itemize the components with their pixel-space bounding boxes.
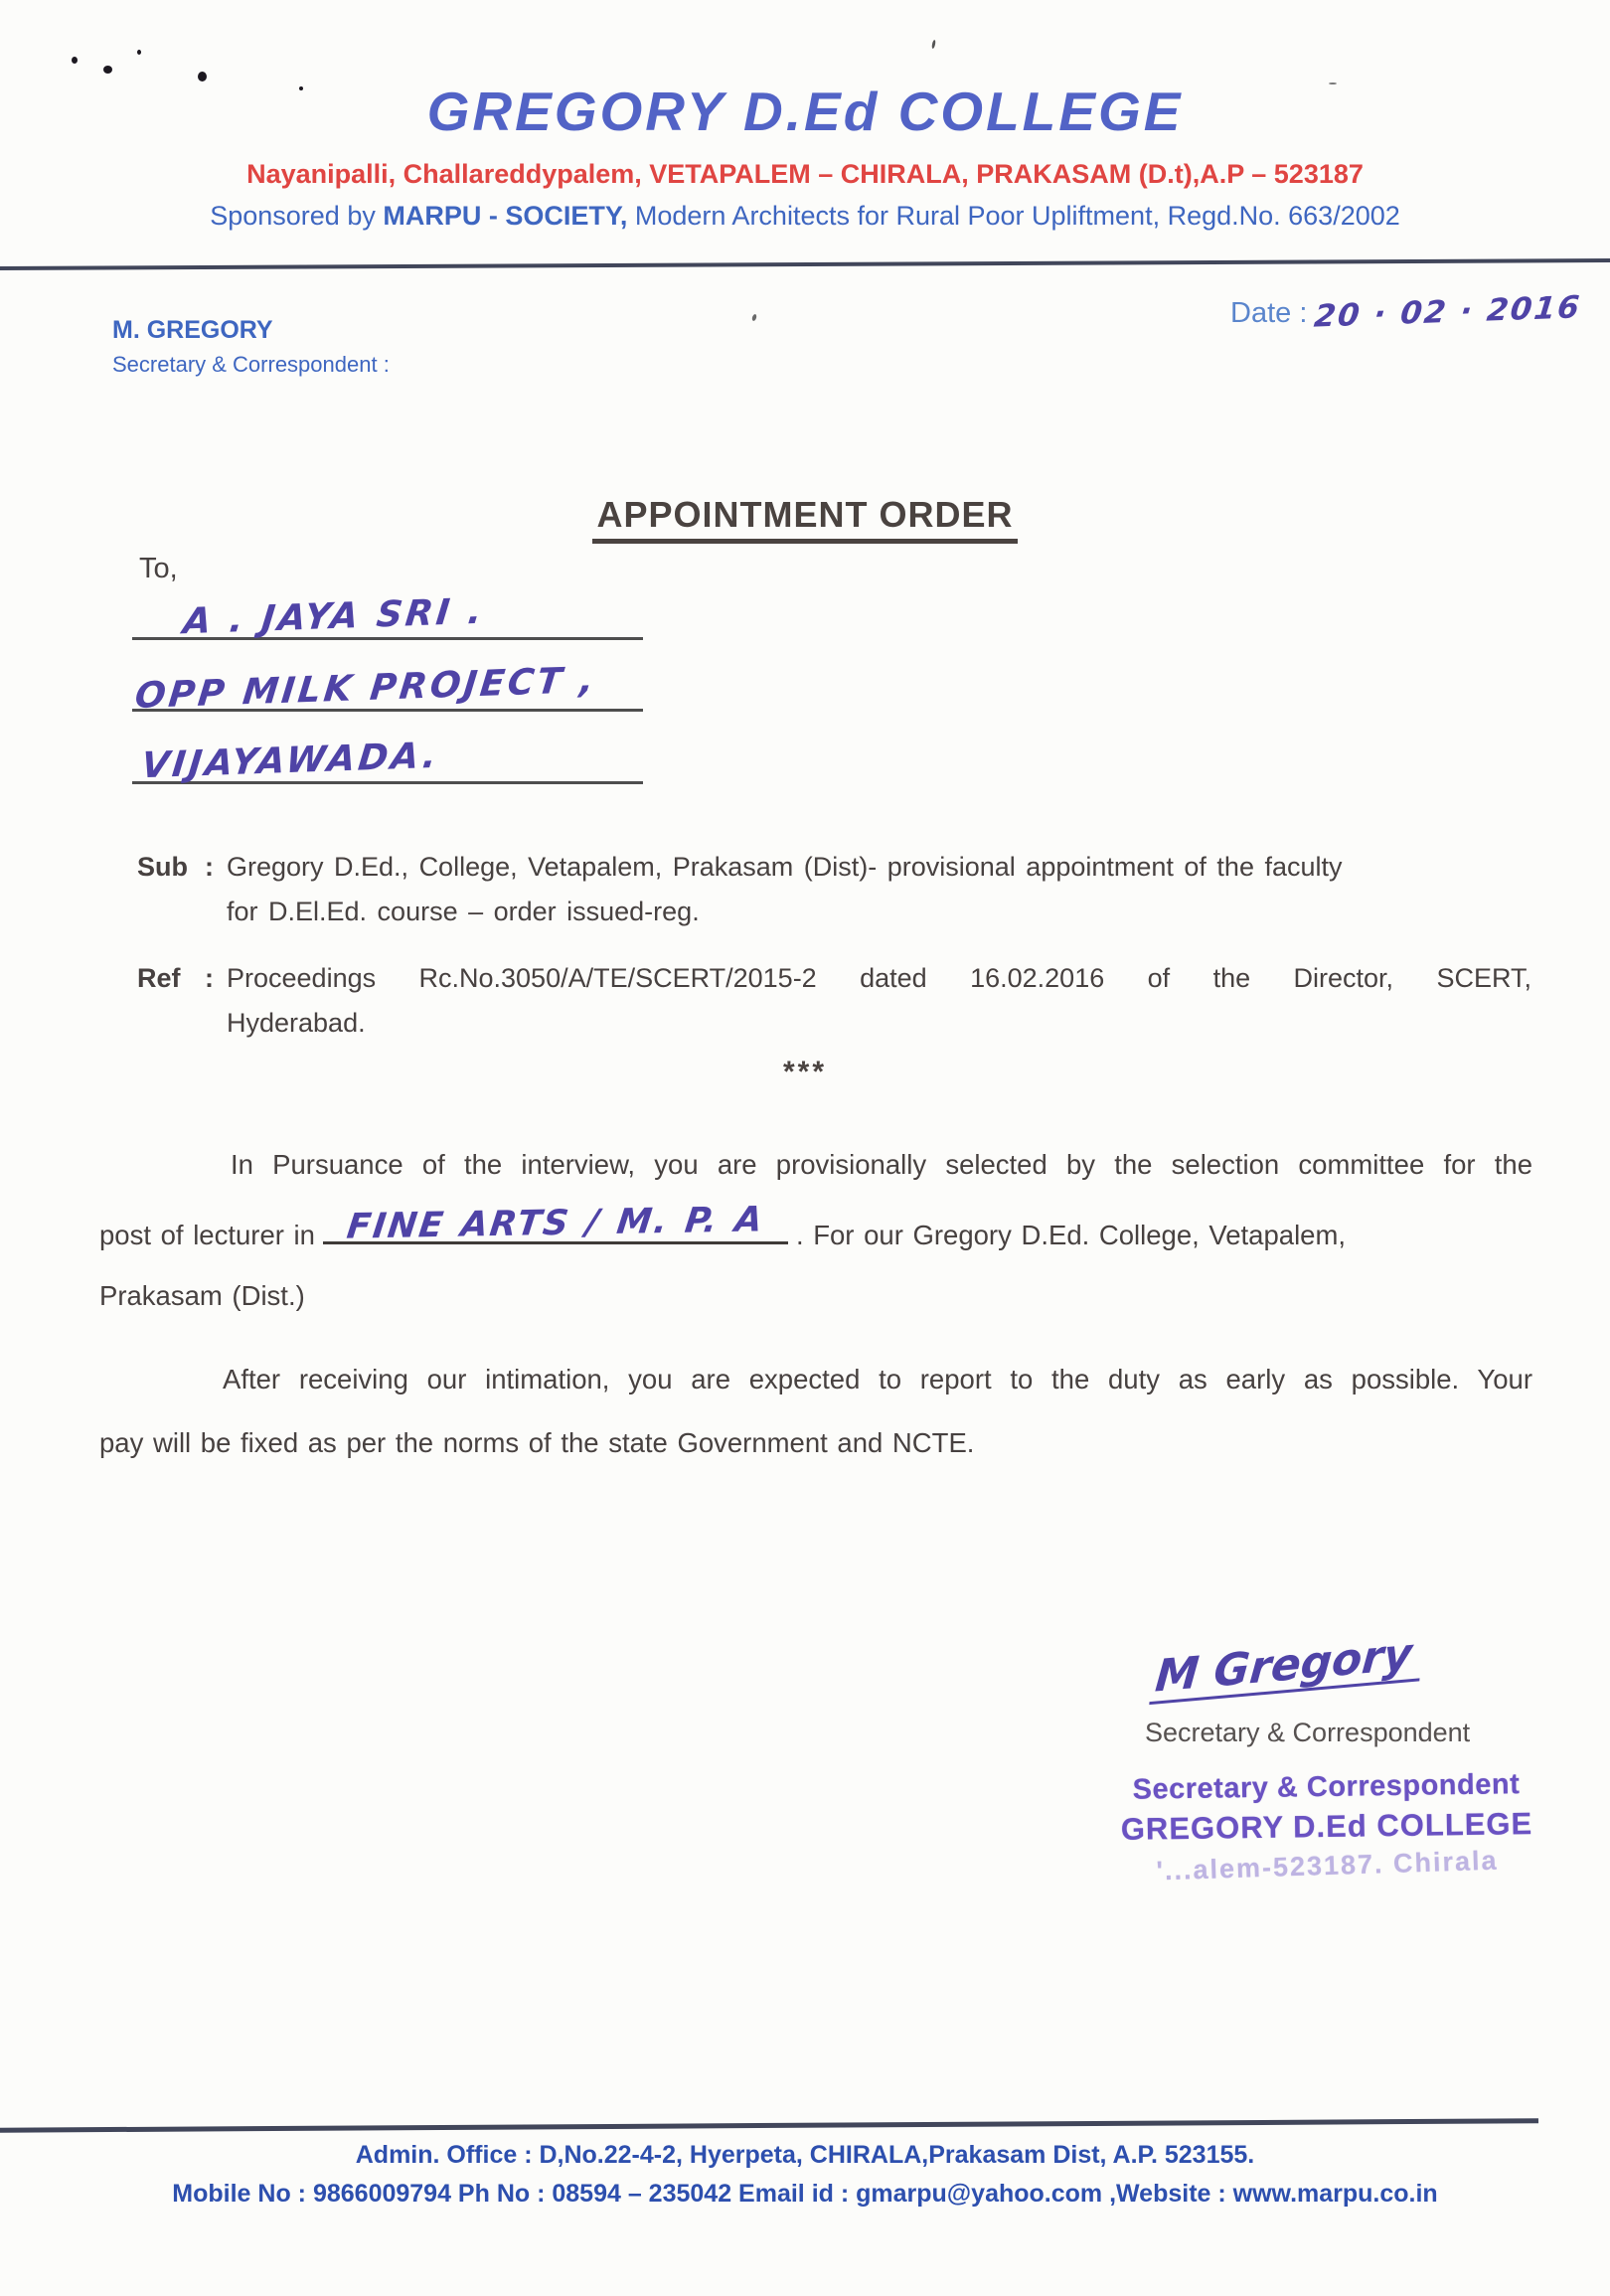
signature-handwritten: M Gregory bbox=[1149, 1630, 1423, 1706]
post-name-blank-line bbox=[323, 1200, 788, 1247]
subject-line-1: Gregory D.Ed., College, Vetapalem, Prakasam (Dist)- provisional appointment of the faculty bbox=[227, 852, 1343, 882]
officer-block bbox=[112, 316, 390, 378]
reference-line-2: Hyderabad. bbox=[227, 1008, 366, 1038]
reference-text bbox=[227, 956, 1531, 1046]
officer-title: Secretary & Correspondent : bbox=[112, 352, 390, 377]
paragraph1-post-blank-text: . For our Gregory D.Ed. College, Vetapalem, bbox=[795, 1220, 1347, 1250]
ink-speck bbox=[931, 40, 936, 49]
header-divider-rule bbox=[0, 258, 1610, 270]
subject-line-2: for D.El.Ed. course – order issued-reg. bbox=[227, 897, 700, 926]
post-name-handwritten-value: FINE ARTS / M. P. A bbox=[344, 1200, 767, 1247]
body-paragraph1-line3: Prakasam (Dist.) bbox=[99, 1280, 305, 1311]
ink-speck bbox=[137, 50, 141, 55]
subject-label: Sub bbox=[137, 852, 188, 882]
sponsor-prefix: Sponsored by bbox=[210, 201, 384, 231]
recipient-name-handwritten: A . JAYA SRI . bbox=[181, 590, 487, 643]
letter-title-text: APPOINTMENT ORDER bbox=[592, 494, 1017, 544]
footer-admin-office: Admin. Office : D,No.22-4-2, Hyerpeta, CHIRALA,Prakasam Dist, A.P. 523155. bbox=[355, 2141, 1255, 2169]
letter-title bbox=[0, 494, 1610, 544]
college-address: Nayanipalli, Challareddypalem, VETAPALEM – CHIRALA, PRAKASAM (D.t),A.P – 523187 bbox=[246, 159, 1364, 189]
reference-label: Ref bbox=[137, 963, 181, 993]
sponsor-society: MARPU - SOCIETY, bbox=[383, 201, 628, 231]
recipient-name-line bbox=[132, 590, 643, 643]
college-name: GREGORY D.Ed COLLEGE bbox=[426, 81, 1184, 142]
date-handwritten-value: 20 · 02 · 2016 bbox=[1312, 289, 1584, 335]
footer-contact-info: Mobile No : 9866009794 Ph No : 08594 – 235042 Email id : gmarpu@yahoo.com ,Website : www.marpu.co.in bbox=[172, 2180, 1438, 2208]
body-paragraph1-line1: In Pursuance of the interview, you are provisionally selected by the selection committee for the bbox=[231, 1149, 1532, 1180]
recipient-address-handwritten-1: OPP MILK PROJECT , bbox=[132, 659, 599, 718]
paragraph1-pre-blank-text: post of lecturer in bbox=[99, 1220, 315, 1250]
section-divider-stars: *** bbox=[782, 1056, 828, 1088]
body-paragraph1-line2 bbox=[99, 1200, 1532, 1251]
subject-text bbox=[227, 845, 1531, 934]
ink-speck bbox=[103, 66, 112, 74]
ink-speck bbox=[751, 314, 757, 322]
body-paragraph2-line1: After receiving our intimation, you are expected to report to the duty as early as possible. Your bbox=[223, 1364, 1532, 1394]
recipient-address-line-2 bbox=[132, 735, 643, 787]
recipient-address-line-1 bbox=[132, 659, 643, 718]
to-label: To, bbox=[139, 553, 178, 584]
body-paragraph2-line2: pay will be fixed as per the norms of the state Government and NCTE. bbox=[99, 1427, 975, 1458]
footer-divider-rule bbox=[0, 2118, 1538, 2132]
recipient-address-handwritten-2: VIJAYAWADA. bbox=[139, 735, 442, 787]
sponsor-line bbox=[0, 201, 1610, 232]
stamp-line-1: Secretary & Correspondent bbox=[1132, 1768, 1521, 1806]
stamp-line-2: GREGORY D.Ed COLLEGE bbox=[1120, 1806, 1533, 1847]
signatory-title: Secretary & Correspondent bbox=[1145, 1718, 1471, 1747]
office-stamp bbox=[1104, 1768, 1549, 1885]
reference-line-1: Proceedings Rc.No.3050/A/TE/SCERT/2015-2 dated 16.02.2016 of the Director, SCERT, bbox=[227, 963, 1531, 993]
reference-colon: : bbox=[205, 963, 214, 993]
officer-name: M. GREGORY bbox=[112, 316, 273, 344]
ink-speck bbox=[72, 57, 78, 64]
date-label: Date : bbox=[1230, 297, 1308, 329]
date-block bbox=[1230, 289, 1584, 335]
stamp-line-3: '...alem-523187. Chirala bbox=[1156, 1845, 1499, 1886]
sponsor-rest: Modern Architects for Rural Poor Upliftment, Regd.No. 663/2002 bbox=[627, 201, 1400, 231]
subject-colon: : bbox=[205, 852, 214, 882]
